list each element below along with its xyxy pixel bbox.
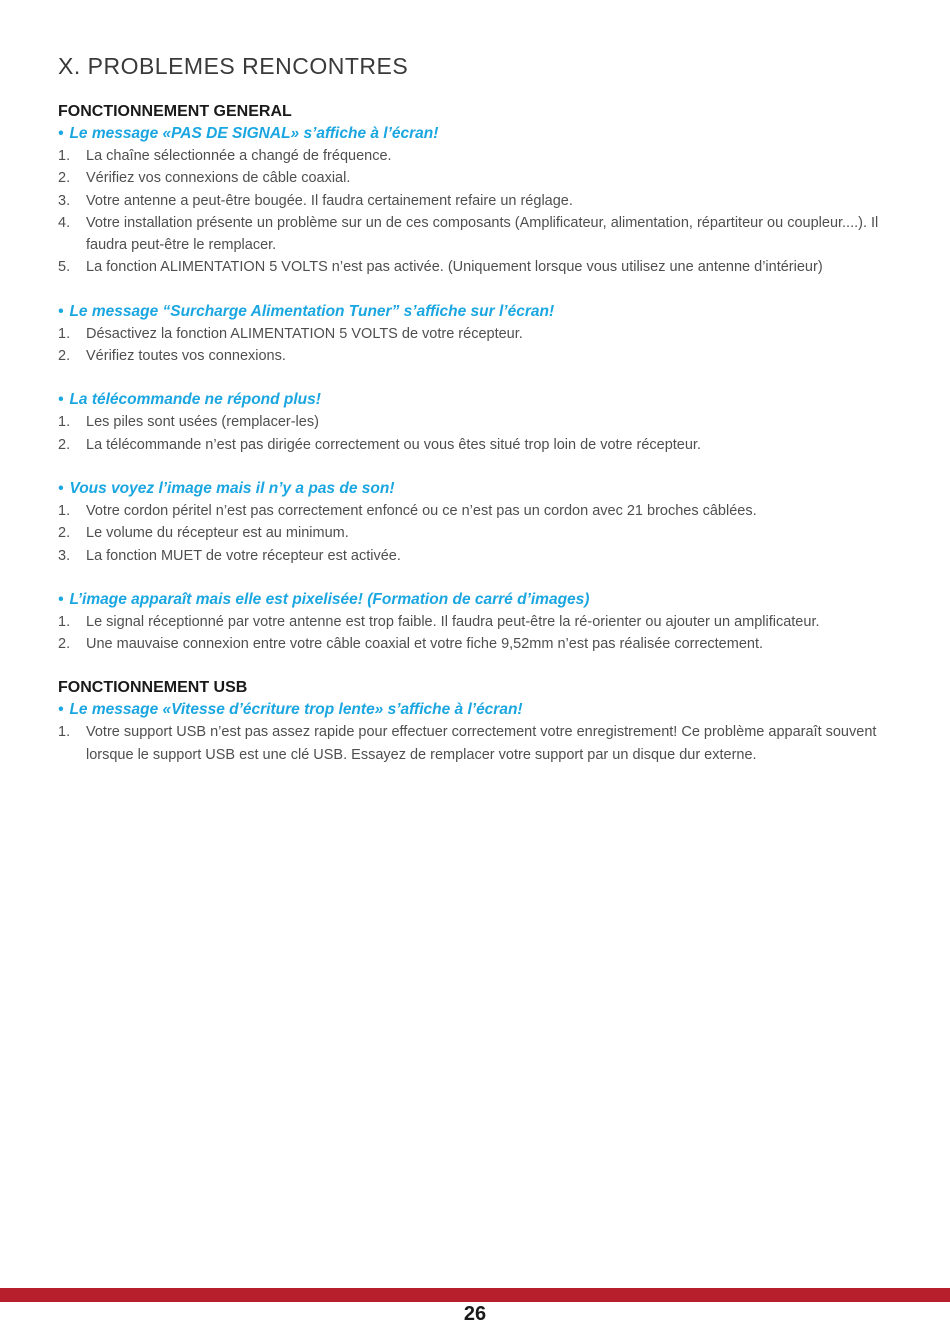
section <box>58 677 888 766</box>
issue-block <box>58 589 888 656</box>
issue-title <box>58 589 888 611</box>
list-item <box>58 212 888 257</box>
step-text: Votre support USB n’est pas assez rapide pour effectuer correctement votre enregistrement! Ce problème apparaît souvent lorsque le support USB est une clé USB. Essayez de remplacer votre support par un disque dur externe. <box>86 724 877 763</box>
bullet-icon: • <box>58 125 64 142</box>
footer-band <box>0 1288 950 1302</box>
step-list <box>58 721 888 766</box>
issue-title <box>58 301 888 323</box>
list-item <box>58 434 888 456</box>
step-text: La chaîne sélectionnée a changé de fréquence. <box>86 148 392 164</box>
issue-title-text: Vous voyez l’image mais il n’y a pas de son! <box>69 479 395 497</box>
bullet-icon: • <box>58 590 64 608</box>
step-text: La télécommande n’est pas dirigée correctement ou vous êtes situé trop loin de votre récepteur. <box>86 436 701 453</box>
step-list <box>58 500 888 567</box>
step-number: 3. <box>58 547 71 564</box>
step-number: 4. <box>58 214 71 231</box>
issue-title-text: La télécommande ne répond plus! <box>69 391 321 409</box>
issue-title <box>58 478 888 500</box>
issue-block <box>58 301 888 368</box>
issue-title <box>58 699 888 721</box>
step-number: 3. <box>58 192 71 209</box>
step-list <box>58 411 888 456</box>
step-text: Votre installation présente un problème sur un de ces composants (Amplificateur, alimentation, répartiteur ou coupleur....). Il faudra peut-être le remplacer. <box>86 214 879 254</box>
step-list <box>58 611 888 656</box>
list-item <box>58 611 888 633</box>
page-number: 26 <box>463 1303 487 1325</box>
list-item <box>58 545 888 567</box>
step-number: 1. <box>58 325 71 342</box>
issue-block <box>58 699 888 766</box>
issue-title <box>58 123 888 145</box>
step-number: 2. <box>58 436 71 453</box>
step-text: Votre cordon péritel n’est pas correctement enfoncé ou ce n’est pas un cordon avec 21 broches câblées. <box>86 502 757 519</box>
step-text: Une mauvaise connexion entre votre câble coaxial et votre fiche 9,52mm n’est pas réalisée correctement. <box>86 636 764 653</box>
step-number: 5. <box>58 259 71 276</box>
list-item <box>58 500 888 522</box>
step-text: Désactivez la fonction ALIMENTATION 5 VOLTS de votre récepteur. <box>86 325 523 342</box>
list-item <box>58 721 888 766</box>
step-number: 1. <box>58 613 71 630</box>
issue-title-text: Le message «PAS DE SIGNAL» s’affiche à l’écran! <box>69 125 439 142</box>
issue-title-text: L’image apparaît mais elle est pixelisée! (Formation de carré d’images) <box>69 590 590 608</box>
step-text: Vérifiez vos connexions de câble coaxial. <box>86 170 351 187</box>
step-number: 2. <box>58 348 71 365</box>
issue-block <box>58 389 888 456</box>
issue-title-text: Le message «Vitesse d’écriture trop lente» s’affiche à l’écran! <box>69 701 523 719</box>
list-item <box>58 323 888 345</box>
section <box>58 101 888 655</box>
bullet-icon: • <box>58 479 64 497</box>
issue-title <box>58 389 888 411</box>
step-text: Vérifiez toutes vos connexions. <box>86 348 286 365</box>
list-item <box>58 145 888 167</box>
list-item <box>58 345 888 367</box>
step-number: 2. <box>58 636 71 653</box>
issue-title-text: Le message “Surcharge Alimentation Tuner” s’affiche sur l’écran! <box>69 302 555 320</box>
list-item <box>58 190 888 212</box>
step-number: 2. <box>58 525 71 542</box>
step-list <box>58 145 888 279</box>
step-text: Le volume du récepteur est au minimum. <box>86 525 349 542</box>
section-heading: FONCTIONNEMENT USB <box>58 679 248 697</box>
list-item <box>58 411 888 433</box>
step-text: Les piles sont usées (remplacer-les) <box>86 414 319 431</box>
step-list <box>58 323 888 368</box>
step-number: 1. <box>58 414 71 431</box>
page-title: X. PROBLEMES RENCONTRES <box>58 53 409 79</box>
step-text: La fonction ALIMENTATION 5 VOLTS n’est pas activée. (Uniquement lorsque vous utilisez une antenne d’intérieur) <box>86 259 823 276</box>
step-number: 1. <box>58 724 71 741</box>
list-item <box>58 167 888 189</box>
issue-block <box>58 478 888 567</box>
step-number: 1. <box>58 502 71 519</box>
step-number: 2. <box>58 170 71 187</box>
list-item <box>58 522 888 544</box>
list-item <box>58 633 888 655</box>
bullet-icon: • <box>58 391 64 409</box>
step-text: La fonction MUET de votre récepteur est activée. <box>86 547 401 564</box>
list-item <box>58 256 888 278</box>
issue-block <box>58 123 888 279</box>
document-body <box>58 101 888 788</box>
step-text: Le signal réceptionné par votre antenne est trop faible. Il faudra peut-être la ré-orienter ou ajouter un amplificateur. <box>86 613 820 630</box>
bullet-icon: • <box>58 701 64 719</box>
bullet-icon: • <box>58 302 64 320</box>
step-number: 1. <box>58 148 71 164</box>
section-heading: FONCTIONNEMENT GENERAL <box>58 103 292 120</box>
step-text: Votre antenne a peut-être bougée. Il faudra certainement refaire un réglage. <box>86 192 573 209</box>
